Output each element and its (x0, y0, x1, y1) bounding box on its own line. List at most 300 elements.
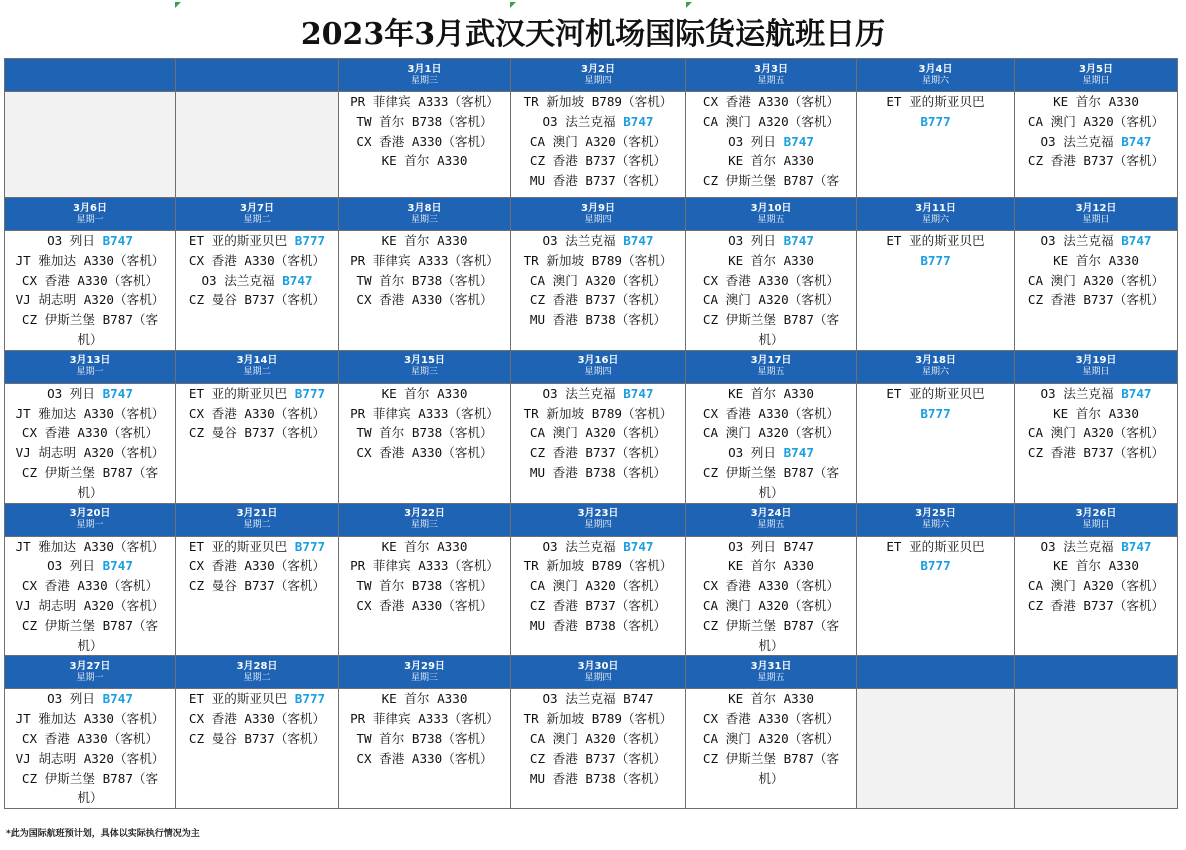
flight-entry (857, 251, 1014, 271)
day-weekday: 星期二 (243, 214, 271, 225)
flight-entry (176, 556, 338, 576)
flight-text: CX 香港 A330（客机） (356, 750, 493, 766)
flight-entry (857, 92, 1014, 112)
flight-entry (5, 251, 175, 271)
flight-entry (5, 576, 175, 596)
flight-entry (339, 92, 510, 112)
day-header-cell[interactable] (511, 59, 686, 92)
flight-text: O3 法兰克福 (542, 385, 624, 401)
day-header-cell[interactable] (339, 350, 511, 383)
flight-entry (1015, 92, 1177, 112)
day-flights-cell[interactable] (686, 92, 857, 198)
flight-entry (339, 271, 510, 291)
flight-text: KE 首尔 A330 (1053, 94, 1139, 109)
flight-text: CZ 伊斯兰堡 B787（客 (21, 312, 159, 328)
flight-entry (5, 788, 175, 808)
flight-entry (176, 689, 338, 709)
day-date: 3月27日 (69, 660, 111, 672)
flight-text: ET 亚的斯亚贝巴 (886, 538, 985, 554)
flight-text: CX 香港 A330（客机） (702, 711, 840, 727)
day-header-cell[interactable] (1015, 656, 1178, 689)
week-flights-row (5, 231, 1178, 351)
flight-entry (339, 112, 510, 132)
day-weekday: 星期二 (243, 672, 271, 683)
flight-text: 机） (758, 637, 784, 653)
flight-entry (176, 271, 338, 291)
calendar-grid (4, 58, 1178, 809)
flight-text: CX 香港 A330（客机） (188, 405, 326, 421)
flight-text: O3 法兰克福 (1040, 385, 1122, 401)
aircraft-highlight: B747 (1121, 133, 1152, 149)
day-header-cell[interactable] (511, 350, 686, 383)
day-date: 3月14日 (236, 355, 278, 367)
flight-text: CA 澳门 A320（客机） (1027, 113, 1165, 129)
flight-text: CA 澳门 A320（客机） (702, 292, 840, 308)
flight-text: CZ 曼谷 B737（客机） (188, 578, 326, 594)
day-header-cell[interactable] (857, 198, 1015, 231)
flight-text: O3 法兰克福 (1040, 233, 1122, 248)
flight-entry (857, 404, 1014, 424)
flight-entry (339, 404, 510, 424)
day-header-cell[interactable] (857, 350, 1015, 383)
flight-text: CA 澳门 A320（客机） (1027, 578, 1165, 594)
week-flights-row (5, 689, 1178, 809)
flight-text: CX 香港 A330（客机） (188, 558, 326, 574)
flight-text: O3 列日 (728, 445, 784, 461)
day-weekday: 星期二 (243, 367, 271, 378)
day-weekday: 星期一 (76, 520, 104, 531)
flight-entry (857, 112, 1014, 132)
flight-entry (511, 290, 685, 310)
aircraft-highlight: B777 (920, 405, 951, 421)
day-flights-cell[interactable] (1015, 536, 1178, 656)
day-header-cell[interactable] (686, 503, 857, 536)
flight-text: CX 香港 A330（客机） (702, 405, 840, 421)
flight-text: TW 首尔 B738（客机） (356, 113, 493, 129)
flight-text: CX 香港 A330（客机） (702, 272, 840, 288)
flight-entry (511, 251, 685, 271)
day-date: 3月13日 (69, 355, 111, 367)
flight-text: CA 澳门 A320（客机） (529, 730, 667, 746)
flight-entry (1015, 231, 1177, 251)
flight-entry (339, 749, 510, 769)
day-date: 3月23日 (577, 508, 619, 520)
aircraft-highlight: B747 (1121, 385, 1152, 401)
day-date: 3月9日 (581, 202, 615, 214)
day-flights-cell[interactable] (339, 92, 511, 198)
flight-text: 机） (77, 790, 103, 806)
flight-entry (686, 231, 856, 251)
flight-entry (511, 384, 685, 404)
day-header-cell[interactable] (176, 198, 339, 231)
day-flights-cell[interactable] (339, 231, 511, 351)
flight-text: ET 亚的斯亚贝巴 (188, 385, 295, 401)
flight-entry (686, 689, 856, 709)
aircraft-highlight: B747 (102, 691, 133, 707)
day-header-cell[interactable] (686, 198, 857, 231)
flight-text: 机） (758, 331, 784, 347)
flight-text: CA 澳门 A320（客机） (529, 272, 667, 288)
flight-text: CX 香港 A330（客机） (356, 445, 493, 461)
day-flights-cell[interactable] (176, 92, 339, 198)
day-header-cell[interactable] (1015, 198, 1178, 231)
day-flights-cell[interactable] (857, 231, 1015, 351)
flight-entry (686, 463, 856, 483)
day-flights-cell[interactable] (5, 231, 176, 351)
day-flights-cell[interactable] (511, 383, 686, 503)
day-header-cell[interactable] (176, 350, 339, 383)
week-flights-row (5, 92, 1178, 198)
flight-entry (686, 384, 856, 404)
day-header-cell[interactable] (176, 59, 339, 92)
aircraft-highlight: B747 (102, 385, 133, 401)
flight-text: O3 法兰克福 (1040, 538, 1122, 554)
day-header-cell[interactable] (1015, 350, 1178, 383)
flight-entry (686, 310, 856, 330)
flight-text: CZ 曼谷 B737（客机） (188, 292, 326, 308)
flight-entry (1015, 556, 1177, 576)
flight-text: O3 列日 (47, 233, 103, 248)
day-header-cell[interactable] (5, 503, 176, 536)
flight-text: TR 新加坡 B789（客机） (523, 94, 673, 109)
flight-entry (5, 330, 175, 350)
flight-entry (5, 596, 175, 616)
flight-text: CX 香港 A330（客机） (356, 597, 493, 613)
flight-text: TR 新加坡 B789（客机） (523, 405, 673, 421)
flight-entry (1015, 290, 1177, 310)
day-header-cell[interactable] (176, 656, 339, 689)
day-flights-cell[interactable] (857, 383, 1015, 503)
day-flights-cell[interactable] (511, 231, 686, 351)
flight-entry (339, 556, 510, 576)
day-flights-cell[interactable] (857, 536, 1015, 656)
day-header-cell[interactable] (339, 503, 511, 536)
flight-entry (686, 749, 856, 769)
flight-entry (686, 576, 856, 596)
flight-entry (511, 556, 685, 576)
flight-text: MU 香港 B738（客机） (529, 770, 667, 786)
day-header-cell[interactable] (1015, 59, 1178, 92)
day-flights-cell[interactable] (686, 383, 857, 503)
flight-text: TR 新加坡 B789（客机） (523, 711, 673, 727)
flight-entry (511, 151, 685, 171)
week-header-row (5, 350, 1178, 383)
aircraft-highlight: B747 (1121, 538, 1152, 554)
day-date: 3月15日 (404, 355, 445, 367)
flight-text: ET 亚的斯亚贝巴 (886, 385, 985, 401)
day-date: 3月18日 (915, 355, 956, 367)
flight-entry (1015, 404, 1177, 424)
day-header-cell[interactable] (339, 656, 511, 689)
flight-entry (339, 729, 510, 749)
day-date: 3月17日 (750, 355, 792, 367)
day-weekday: 星期日 (1082, 214, 1110, 225)
day-date: 3月22日 (404, 508, 445, 520)
flight-text: CX 香港 A330（客机） (702, 94, 840, 109)
footnote: *此为国际航班预计划，具体以实际执行情况为主 (6, 829, 200, 839)
day-flights-cell[interactable] (339, 383, 511, 503)
flight-text: CZ 伊斯兰堡 B787（客 (21, 770, 159, 786)
flight-entry (1015, 271, 1177, 291)
day-flights-cell[interactable] (686, 231, 857, 351)
flight-text: CZ 伊斯兰堡 B787（客 (702, 617, 840, 633)
flight-entry (339, 132, 510, 152)
flight-text: KE 首尔 A330 (381, 691, 468, 707)
flight-text: KE 首尔 A330 (728, 691, 814, 707)
week-header-row (5, 503, 1178, 536)
flight-text: KE 首尔 A330 (381, 385, 468, 401)
flight-text: PR 菲律宾 A333（客机） (350, 558, 499, 574)
week-header-row (5, 198, 1178, 231)
flight-text: KE 首尔 A330 (381, 233, 468, 248)
day-flights-cell[interactable] (176, 231, 339, 351)
day-date: 3月12日 (1075, 202, 1117, 214)
day-header-cell[interactable] (5, 656, 176, 689)
flight-entry (511, 616, 685, 636)
day-date: 3月16日 (577, 355, 619, 367)
day-weekday: 星期六 (921, 75, 949, 86)
flight-text: 机） (77, 484, 103, 500)
flight-entry (511, 769, 685, 789)
flight-entry (5, 689, 175, 709)
day-weekday: 星期三 (410, 75, 438, 86)
flight-text: VJ 胡志明 A320（客机） (15, 597, 165, 613)
day-weekday: 星期四 (584, 214, 612, 225)
flight-text: CA 澳门 A320（客机） (702, 597, 840, 613)
page-title: 2023年3月武汉天河机场国际货运航班日历 (300, 17, 886, 52)
flight-text: 机） (77, 637, 103, 653)
day-header-cell[interactable] (686, 350, 857, 383)
day-header-cell[interactable] (857, 59, 1015, 92)
day-header-cell[interactable] (686, 59, 857, 92)
day-date: 3月25日 (915, 508, 956, 520)
day-date: 3月2日 (581, 63, 615, 75)
day-flights-cell[interactable] (176, 536, 339, 656)
day-date: 3月11日 (915, 202, 956, 214)
day-flights-cell[interactable] (1015, 689, 1178, 809)
day-date: 3月10日 (750, 202, 792, 214)
day-header-cell[interactable] (176, 503, 339, 536)
aircraft-highlight: B747 (102, 233, 133, 248)
day-flights-cell[interactable] (5, 536, 176, 656)
flight-entry (176, 576, 338, 596)
aircraft-highlight: B747 (623, 538, 654, 554)
day-weekday: 星期四 (584, 367, 612, 378)
flight-entry (339, 709, 510, 729)
flight-entry (686, 423, 856, 443)
aircraft-highlight: B747 (282, 272, 313, 288)
flight-entry (5, 290, 175, 310)
day-flights-cell[interactable] (857, 689, 1015, 809)
aircraft-highlight: B747 (623, 385, 654, 401)
day-flights-cell[interactable] (511, 92, 686, 198)
flight-entry (1015, 112, 1177, 132)
flight-entry (176, 404, 338, 424)
day-weekday: 星期五 (757, 367, 785, 378)
day-header-cell[interactable] (339, 198, 511, 231)
flight-entry (511, 709, 685, 729)
day-date: 3月30日 (577, 660, 619, 672)
flight-text: CA 澳门 A320（客机） (529, 425, 667, 441)
flight-text: O3 列日 (728, 133, 784, 149)
flight-text: MU 香港 B738（客机） (529, 464, 667, 480)
flight-entry (686, 709, 856, 729)
flight-text: JT 雅加达 A330（客机） (15, 538, 165, 554)
flight-entry (1015, 537, 1177, 557)
day-flights-cell[interactable] (5, 92, 176, 198)
day-flights-cell[interactable] (339, 689, 511, 809)
day-weekday: 星期日 (1082, 75, 1110, 86)
flight-entry (176, 709, 338, 729)
day-date: 3月31日 (750, 660, 792, 672)
flight-entry (511, 404, 685, 424)
flight-text: KE 首尔 A330 (381, 538, 468, 554)
flight-text: CA 澳门 A320（客机） (529, 133, 667, 149)
day-weekday: 星期一 (76, 672, 104, 683)
flight-text: O3 法兰克福 (1040, 133, 1122, 149)
week-header-row (5, 59, 1178, 92)
flight-entry (339, 290, 510, 310)
day-header-cell[interactable] (5, 198, 176, 231)
day-flights-cell[interactable] (5, 383, 176, 503)
aircraft-highlight: B777 (294, 691, 326, 707)
flight-text: PR 菲律宾 A333（客机） (350, 405, 499, 421)
flight-text: ET 亚的斯亚贝巴 (886, 233, 985, 248)
flight-entry (339, 151, 510, 171)
aircraft-highlight: B747 (102, 558, 133, 574)
day-flights-cell[interactable] (5, 689, 176, 809)
flight-entry (5, 423, 175, 443)
flight-text: TW 首尔 B738（客机） (356, 272, 493, 288)
flight-entry (5, 231, 175, 251)
flight-text: O3 法兰克福 (201, 272, 283, 288)
flight-text: TW 首尔 B738（客机） (356, 425, 493, 441)
day-flights-cell[interactable] (176, 689, 339, 809)
day-flights-cell[interactable] (686, 536, 857, 656)
flight-entry (857, 231, 1014, 251)
flight-entry (686, 616, 856, 636)
day-flights-cell[interactable] (1015, 92, 1178, 198)
day-date: 3月21日 (236, 508, 278, 520)
day-header-cell[interactable] (511, 198, 686, 231)
flight-entry (686, 112, 856, 132)
day-date: 3月20日 (69, 508, 111, 520)
day-date: 3月26日 (1075, 508, 1117, 520)
flight-text: KE 首尔 A330 (1053, 252, 1139, 268)
flight-entry (339, 443, 510, 463)
day-header-cell[interactable] (5, 59, 176, 92)
flight-text: TW 首尔 B738（客机） (356, 730, 493, 746)
day-flights-cell[interactable] (686, 689, 857, 809)
flight-text: CZ 伊斯兰堡 B787（客 (702, 312, 840, 328)
flight-text: CZ 香港 B737（客机） (529, 750, 667, 766)
flight-text: CZ 香港 B737（客机） (1027, 445, 1165, 461)
day-flights-cell[interactable] (857, 92, 1015, 198)
flight-entry (511, 729, 685, 749)
flight-entry (1015, 576, 1177, 596)
day-weekday: 星期一 (76, 214, 104, 225)
flight-entry (857, 537, 1014, 557)
flight-text: O3 列日 (47, 385, 103, 401)
day-flights-cell[interactable] (176, 383, 339, 503)
flight-entry (339, 596, 510, 616)
flight-entry (5, 729, 175, 749)
day-header-cell[interactable] (1015, 503, 1178, 536)
day-date: 3月24日 (750, 508, 792, 520)
flight-entry (176, 384, 338, 404)
day-flights-cell[interactable] (1015, 231, 1178, 351)
flight-text: KE 首尔 A330 (1053, 405, 1139, 421)
flight-text: CX 香港 A330（客机） (356, 292, 493, 308)
aircraft-highlight: B747 (623, 233, 654, 248)
flight-text: CX 香港 A330（客机） (21, 425, 159, 441)
flight-text: PR 菲律宾 A333（客机） (350, 252, 499, 268)
flight-entry (511, 132, 685, 152)
day-date: 3月3日 (754, 63, 788, 75)
day-header-cell[interactable] (511, 503, 686, 536)
day-date: 3月8日 (407, 202, 442, 214)
flight-entry (686, 443, 856, 463)
flight-text: O3 列日 B747 (728, 538, 814, 554)
flight-entry (5, 404, 175, 424)
day-date: 3月5日 (1079, 63, 1113, 75)
day-header-cell[interactable] (5, 350, 176, 383)
flight-entry (1015, 423, 1177, 443)
flight-text: CZ 伊斯兰堡 B787（客 (702, 750, 840, 766)
flight-text: CX 香港 A330（客机） (702, 578, 840, 594)
flight-entry (1015, 151, 1177, 171)
day-header-cell[interactable] (857, 503, 1015, 536)
flight-entry (686, 483, 856, 503)
day-flights-cell[interactable] (511, 536, 686, 656)
flight-text: CZ 香港 B737（客机） (529, 445, 667, 461)
day-flights-cell[interactable] (339, 536, 511, 656)
flight-text: KE 首尔 A330 (728, 385, 814, 401)
day-date: 3月4日 (918, 63, 953, 75)
day-weekday: 星期三 (410, 672, 438, 683)
flight-text: CA 澳门 A320（客机） (702, 730, 840, 746)
day-header-cell[interactable] (339, 59, 511, 92)
flight-entry (5, 636, 175, 656)
flight-entry (686, 537, 856, 557)
day-flights-cell[interactable] (1015, 383, 1178, 503)
flight-text: MU 香港 B738（客机） (529, 617, 667, 633)
flight-entry (176, 290, 338, 310)
flight-text: ET 亚的斯亚贝巴 (188, 691, 295, 707)
flight-text: VJ 胡志明 A320（客机） (15, 292, 165, 308)
flight-entry (686, 290, 856, 310)
day-weekday: 星期三 (410, 367, 438, 378)
flight-entry (339, 537, 510, 557)
day-header-cell[interactable] (686, 656, 857, 689)
day-date: 3月1日 (407, 63, 442, 75)
day-flights-cell[interactable] (511, 689, 686, 809)
day-header-cell[interactable] (857, 656, 1015, 689)
flight-entry (511, 443, 685, 463)
flight-text: CZ 伊斯兰堡 B787（客 (702, 173, 840, 189)
day-date: 3月19日 (1075, 355, 1117, 367)
flight-entry (686, 636, 856, 656)
day-weekday: 星期五 (757, 214, 785, 225)
day-header-cell[interactable] (511, 656, 686, 689)
flight-text: CZ 曼谷 B737（客机） (188, 425, 326, 441)
flight-entry (686, 769, 856, 789)
day-weekday: 星期日 (1082, 520, 1110, 531)
flight-text: TR 新加坡 B789（客机） (523, 558, 673, 574)
flight-entry (511, 423, 685, 443)
day-weekday: 星期六 (921, 520, 949, 531)
flight-entry (1015, 384, 1177, 404)
